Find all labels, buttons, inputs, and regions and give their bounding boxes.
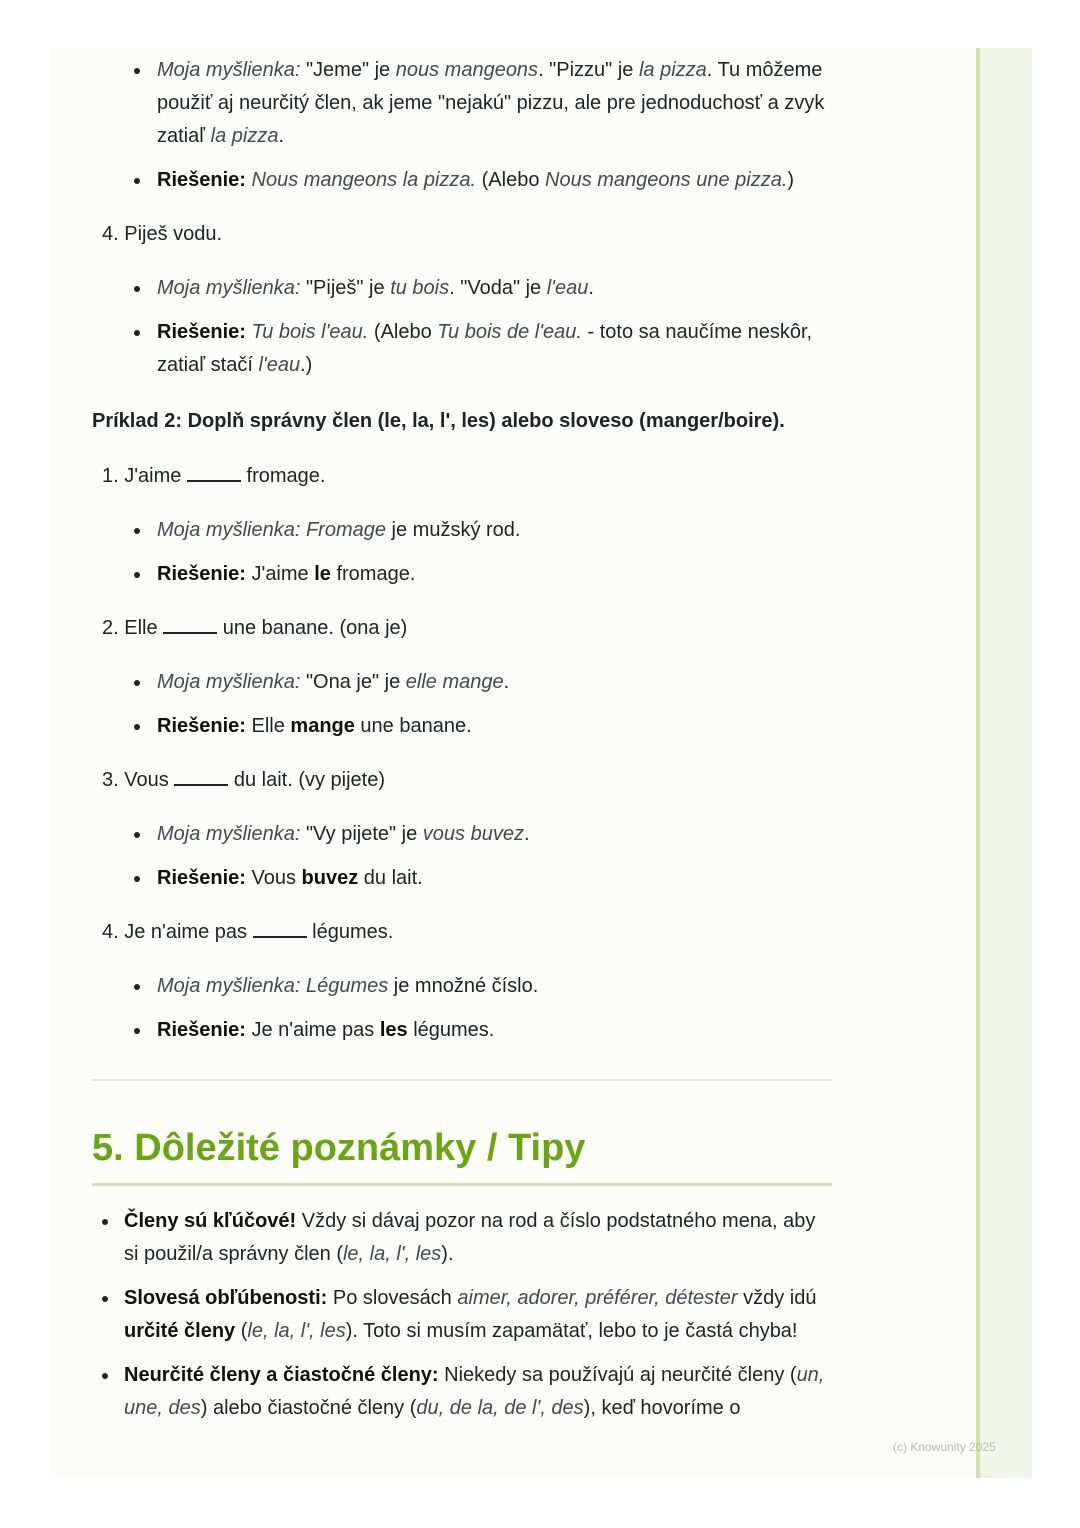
exercise-item: 1. J'aime fromage. (92, 460, 832, 493)
right-margin-bar (976, 48, 1032, 1478)
solution-bullet: Riešenie: Je n'aime pas les légumes. (92, 1014, 832, 1047)
thought-bullet: Moja myšlienka: "Piješ" je tu bois. "Voda" je l'eau. (92, 272, 832, 305)
thought-bullet: Moja myšlienka: Légumes je množné číslo. (92, 970, 832, 1003)
thought-bullet: Moja myšlienka: Fromage je mužský rod. (92, 514, 832, 547)
thought-bullet: Moja myšlienka: "Vy pijete" je vous buvez. (92, 818, 832, 851)
answer-blank (163, 614, 217, 634)
tip-bullet: Členy sú kľúčové! Vždy si dávaj pozor na rod a číslo podstatného mena, aby si použil/a správny člen (le, la, l', les). (92, 1205, 832, 1271)
solution-bullet: Riešenie: Nous mangeons la pizza. (Alebo Nous mangeons une pizza.) (92, 164, 832, 197)
tip-bullet: Neurčité členy a čiastočné členy: Niekedy sa používajú aj neurčité členy (un, une, des) alebo čiastočné členy (du, de la, de l', des), keď hovoríme o (92, 1359, 832, 1425)
solution-bullet: Riešenie: Tu bois l'eau. (Alebo Tu bois de l'eau. - toto sa naučíme neskôr, zatiaľ stačí l'eau.) (92, 316, 832, 382)
exercise-item: 4. Je n'aime pas légumes. (92, 916, 832, 949)
answer-blank (253, 918, 307, 938)
exercise-item: 2. Elle une banane. (ona je) (92, 612, 832, 645)
exercise-item: 3. Vous du lait. (vy pijete) (92, 764, 832, 797)
section-divider (92, 1079, 832, 1081)
thought-bullet: Moja myšlienka: "Jeme" je nous mangeons. "Pizzu" je la pizza. Tu môžeme použiť aj neurčitý člen, ak jeme "nejakú" pizzu, ale pre jednoduchosť a zvyk zatiaľ la pizza. (92, 54, 832, 153)
section-title: 5. Dôležité poznámky / Tipy (92, 1125, 832, 1186)
example-heading: Príklad 2: Doplň správny člen (le, la, l', les) alebo sloveso (manger/boire). (92, 410, 785, 432)
solution-bullet: Riešenie: Elle mange une banane. (92, 710, 832, 743)
answer-blank (187, 462, 241, 482)
exercise-item: 4. Piješ vodu. (102, 223, 223, 245)
copyright-footer: (c) Knowunity 2025 (893, 1440, 996, 1454)
solution-bullet: Riešenie: J'aime le fromage. (92, 558, 832, 591)
solution-bullet: Riešenie: Vous buvez du lait. (92, 862, 832, 895)
answer-blank (174, 766, 228, 786)
thought-bullet: Moja myšlienka: "Ona je" je elle mange. (92, 666, 832, 699)
document-content (92, 48, 832, 1425)
tip-bullet: Slovesá obľúbenosti: Po slovesách aimer, adorer, préférer, détester vždy idú určité členy (le, la, l', les). Toto si musím zapamätať, lebo to je častá chyba! (92, 1282, 832, 1348)
